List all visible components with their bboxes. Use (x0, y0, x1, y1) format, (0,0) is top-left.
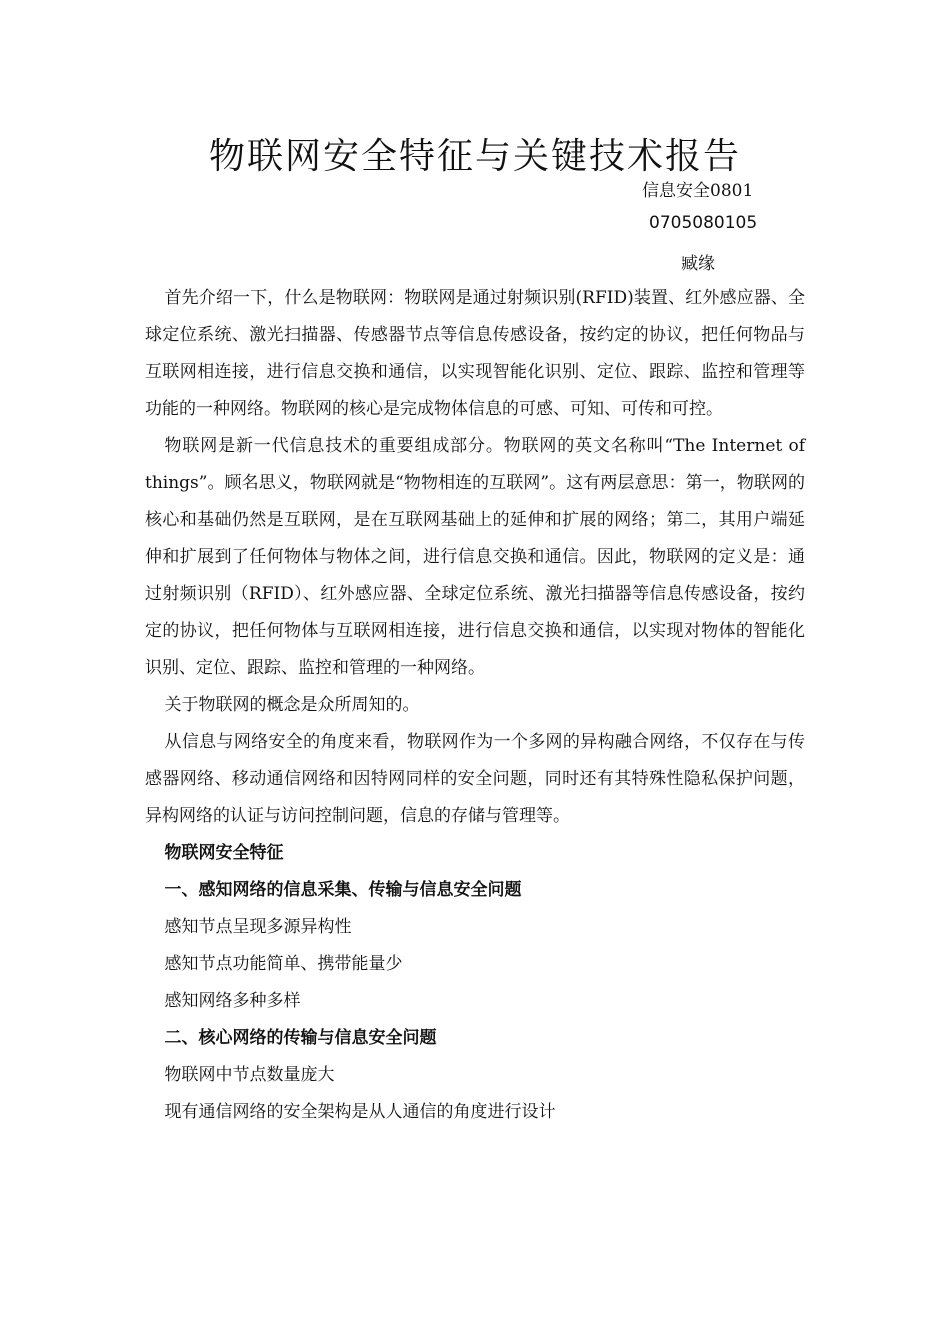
features-heading: 物联网安全特征 (164, 843, 284, 863)
class-name: 信息安全0801 (642, 181, 754, 201)
section2-heading: 二、核心网络的传输与信息安全问题 (164, 1028, 437, 1048)
section2-item: 现有通信网络的安全架构是从人通信的角度进行设计 (164, 1102, 556, 1122)
security-paragraph: 从信息与网络安全的角度来看，物联网作为一个多网的异构融合网络，不仅存在与传感器网络、移动通信网络和因特网同样的安全问题，同时还有其特殊性隐私保护问题，异构网络的认证与访问控制问题，信息的存储与管理等。 (145, 732, 805, 826)
section1-item: 感知节点呈现多源异构性 (164, 917, 352, 937)
student-id: 0705080105 (649, 213, 758, 233)
section1-item: 感知节点功能简单、携带能量少 (164, 954, 403, 974)
section2-item: 物联网中节点数量庞大 (164, 1065, 335, 1085)
author-name: 臧缘 (681, 254, 715, 274)
document-title: 物联网安全特征与关键技术报告 (208, 136, 741, 177)
intro-paragraph: 首先介绍一下，什么是物联网：物联网是通过射频识别(RFID)装置、红外感应器、全球定位系统、激光扫描器、传感器节点等信息传感设备，按约定的协议，把任何物品与互联网相连接，进行信息交换和通信，以实现智能化识别、定位、跟踪、监控和管理等功能的一种网络。物联网的核心是完成物体信息的可感、可知、可传和可控。 (145, 288, 805, 419)
section1-item: 感知网络多种多样 (164, 991, 301, 1011)
document-body (145, 280, 805, 1131)
section1-heading: 一、感知网络的信息采集、传输与信息安全问题 (164, 880, 522, 900)
definition-paragraph: 物联网是新一代信息技术的重要组成部分。物联网的英文名称叫“The Internet of things”。顾名思义，物联网就是“物物相连的互联网”。这有两层意思：第一，物联网的核心和基础仍然是互联网，是在互联网基础上的延伸和扩展的网络；第二，其用户端延伸和扩展到了任何物体与物体之间，进行信息交换和通信。因此，物联网的定义是：通过射频识别（RFID）、红外感应器、全球定位系统、激光扫描器等信息传感设备，按约定的协议，把任何物体与互联网相连接，进行信息交换和通信，以实现对物体的智能化识别、定位、跟踪、监控和管理的一种网络。 (145, 436, 805, 678)
concept-paragraph: 关于物联网的概念是众所周知的。 (164, 695, 420, 715)
